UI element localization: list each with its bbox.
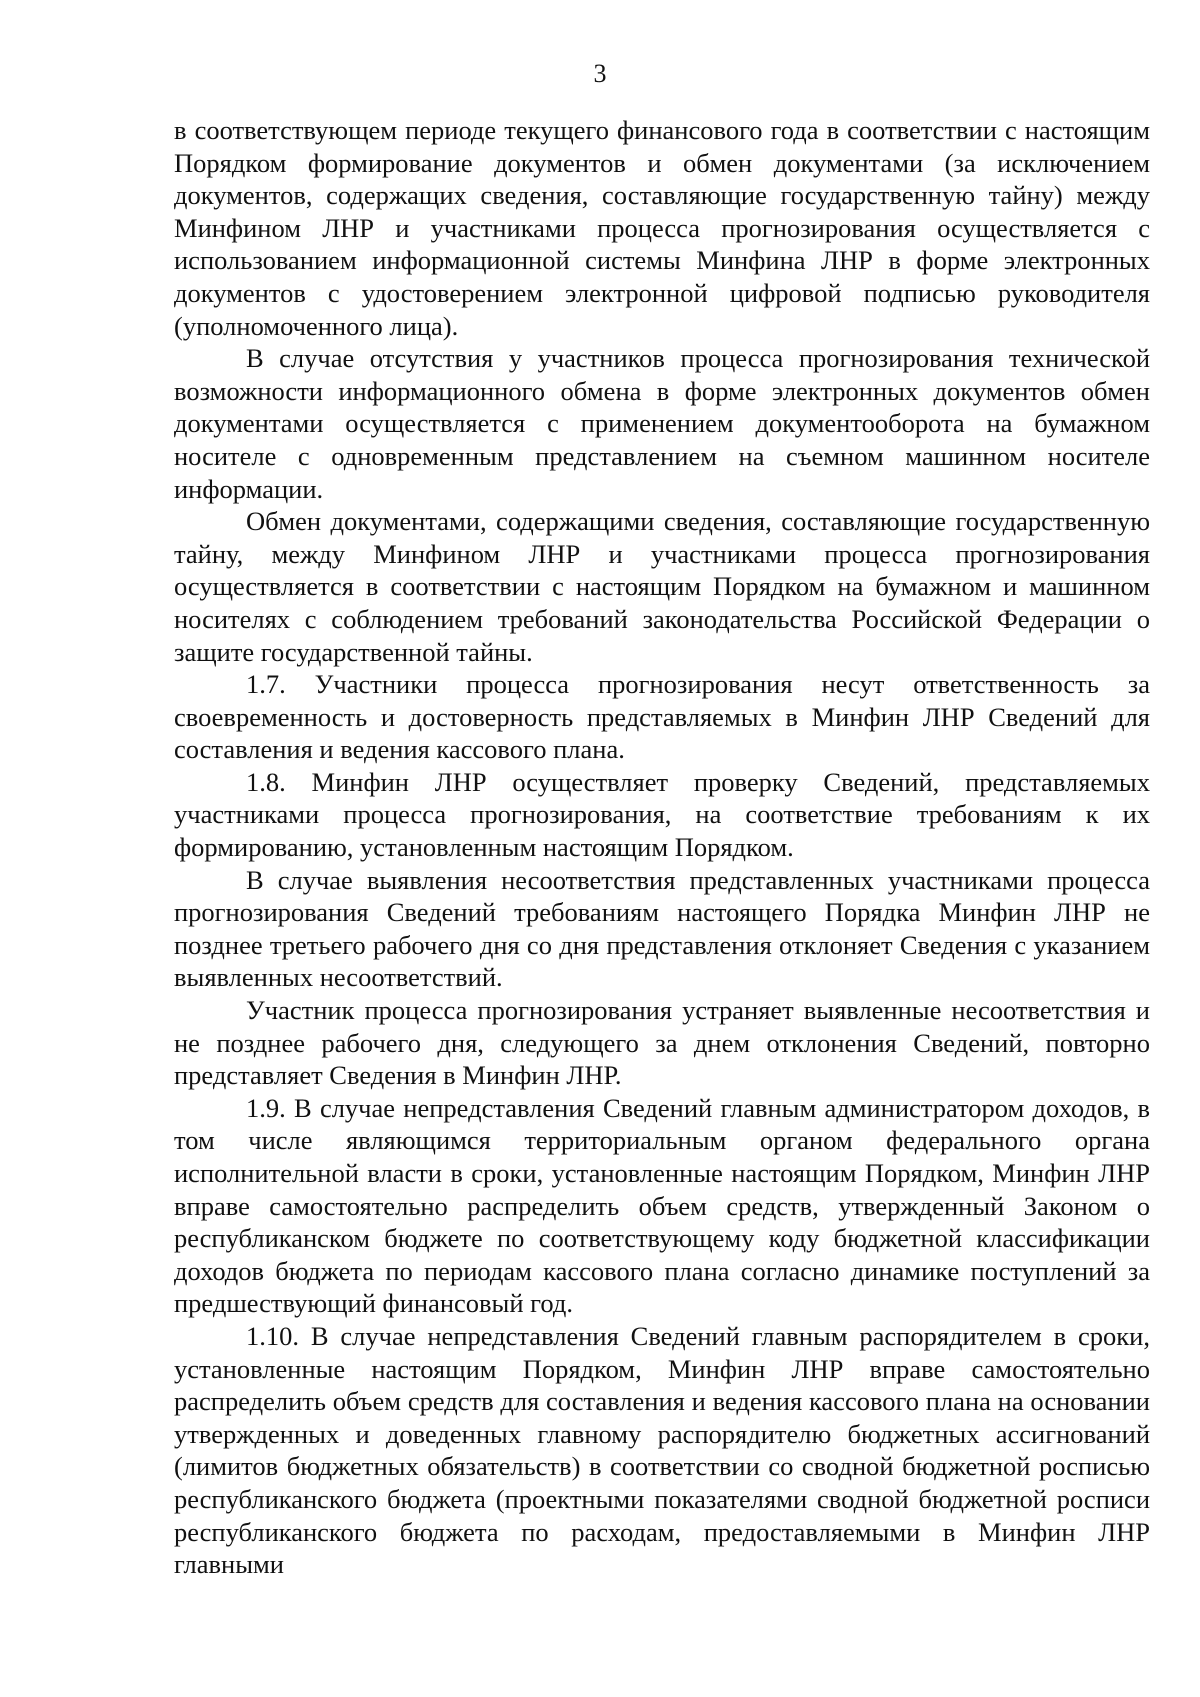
paragraph-participant-correction: Участник процесса прогнозирования устраняет выявленные несоответствия и не позднее рабочего дня, следующего за днем отклонения Сведений, повторно представляет Сведения в Минфин ЛНР. [174, 995, 1150, 1091]
paragraph-state-secret-exchange: Обмен документами, содержащими сведения, составляющие государственную тайну, между Минфином ЛНР и участниками процесса прогнозирования осуществляется в соответствии с настоящим Порядком на бумажном и машинном носителях с соблюдением требований законодательства Российской Федерации о защите государственной тайны. [174, 506, 1150, 667]
document-body [174, 114, 1150, 1581]
paragraph-1-8: 1.8. Минфин ЛНР осуществляет проверку Сведений, представляемых участниками процесса прогнозирования, на соответствие требованиям к их формированию, установленным настоящим Порядком. [174, 766, 1150, 863]
paragraph-1-7: 1.7. Участники процесса прогнозирования несут ответственность за своевременность и достоверность представляемых в Минфин ЛНР Сведений для составления и ведения кассового плана. [174, 669, 1150, 765]
paragraph-1-10: 1.10. В случае непредставления Сведений главным распорядителем в сроки, установленные настоящим Порядком, Минфин ЛНР вправе самостоятельно распределить объем средств для составления и ведения кассового плана на основании утвержденных и доведенных главному распорядителю бюджетных ассигнований (лимитов бюджетных обязательств) в соответствии со сводной бюджетной росписью республиканского бюджета (проектными показателями сводной бюджетной росписи республиканского бюджета по расходам, предоставляемыми в Минфин ЛНР главными [174, 1320, 1150, 1580]
paragraph-1-9: 1.9. В случае непредставления Сведений главным администратором доходов, в том числе являющимся территориальным органом федерального органа исполнительной власти в сроки, установленные настоящим Порядком, Минфин ЛНР вправе самостоятельно распределить объем средств, утвержденный Законом о республиканском бюджете по соответствующему коду бюджетной классификации доходов бюджета по периодам кассового плана согласно динамике поступлений за предшествующий финансовый год. [174, 1092, 1150, 1319]
paragraph-continuation: в соответствующем периоде текущего финансового года в соответствии с настоящим Порядком формирование документов и обмен документами (за исключением документов, содержащих сведения, составляющие государственную тайну) между Минфином ЛНР и участниками процесса прогнозирования осуществляется с использованием информационной системы Минфина ЛНР в форме электронных документов с удостоверением электронной цифровой подписью руководителя (уполномоченного лица). [174, 115, 1150, 341]
paragraph-no-technical-capability: В случае отсутствия у участников процесса прогнозирования технической возможности информационного обмена в форме электронных документов обмен документами осуществляется с применением документооборота на бумажном носителе с одновременным представлением на съемном машинном носителе информации. [174, 343, 1150, 504]
page-number: 3 [593, 59, 607, 88]
paragraph-nonconformity-rejection: В случае выявления несоответствия представленных участниками процесса прогнозирования Сведений требованиям настоящего Порядка Минфин ЛНР не позднее третьего рабочего дня со дня представления отклоняет Сведения с указанием выявленных несоответствий. [174, 864, 1150, 993]
